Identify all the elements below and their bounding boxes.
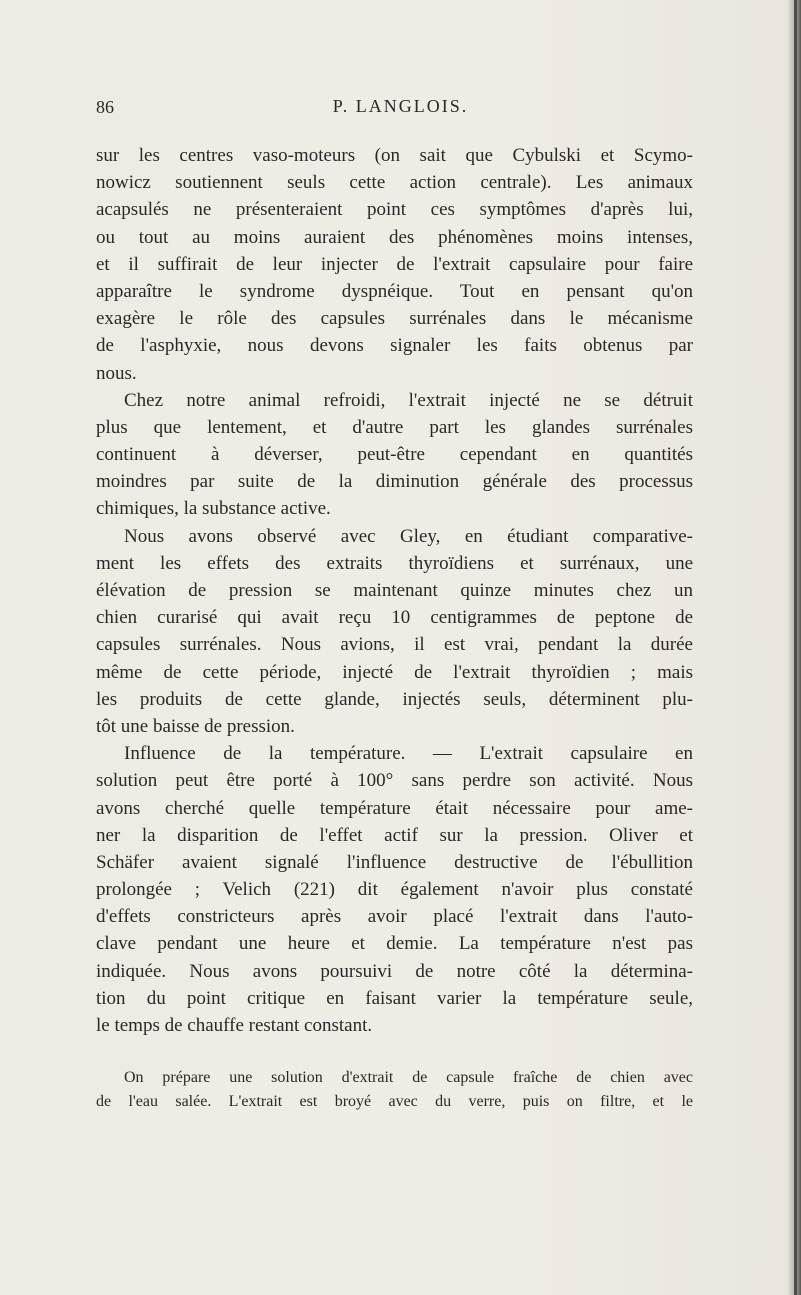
page-number: 86 bbox=[96, 97, 114, 117]
text-line: de l'asphyxie, nous devons signaler les faits obtenus par bbox=[96, 335, 693, 357]
text-line: solution peut être porté à 100° sans perdre son activité. Nous bbox=[96, 770, 693, 792]
text-line: les produits de cette glande, injectés seuls, déterminent plu- bbox=[96, 688, 693, 710]
text-line: chimiques, la substance active. bbox=[96, 498, 331, 520]
running-head: P. LANGLOIS. bbox=[332, 96, 469, 116]
text-line: plus que lentement, et d'autre part les glandes surrénales bbox=[96, 416, 693, 438]
note-line: On prépare une solution d'extrait de capsule fraîche de chien avec bbox=[124, 1069, 693, 1086]
text-line: d'effets constricteurs après avoir placé l'extrait dans l'auto- bbox=[96, 906, 693, 928]
note-line: de l'eau salée. L'extrait est broyé avec du verre, puis on filtre, et le bbox=[96, 1093, 693, 1110]
text-line: élévation de pression se maintenant quinze minutes chez un bbox=[96, 580, 693, 601]
text-line: indiquée. Nous avons poursuivi de notre côté la détermina- bbox=[96, 960, 693, 982]
text-line: tion du point critique en faisant varier la température seule, bbox=[96, 987, 693, 1009]
text-line: Chez notre animal refroidi, l'extrait injecté ne se détruit bbox=[124, 389, 693, 411]
text-line: sur les centres vaso-moteurs (on sait que Cybulski et Scymo- bbox=[96, 145, 693, 166]
text-line: continuent à déverser, peut-être cependant en quantités bbox=[96, 444, 693, 466]
text-line: ner la disparition de l'effet actif sur la pression. Oliver et bbox=[96, 824, 693, 846]
text-line: tôt une baisse de pression. bbox=[96, 715, 295, 737]
text-line: avons cherché quelle température était nécessaire pour ame- bbox=[96, 797, 693, 819]
text-line: et il suffirait de leur injecter de l'extrait capsulaire pour faire bbox=[96, 253, 693, 275]
text-line: Schäfer avaient signalé l'influence destructive de l'ébullition bbox=[96, 851, 693, 873]
text-line: nowicz soutiennent seuls cette action centrale). Les animaux bbox=[96, 172, 693, 194]
text-line: capsules surrénales. Nous avions, il est vrai, pendant la durée bbox=[96, 634, 693, 656]
text-line: nous. bbox=[96, 362, 137, 384]
page-edge-line bbox=[794, 0, 797, 1295]
text-line: acapsulés ne présenteraient point ces symptômes d'après lui, bbox=[96, 199, 693, 221]
text-line: le temps de chauffe restant constant. bbox=[96, 1015, 373, 1036]
text-line: exagère le rôle des capsules surrénales dans le mécanisme bbox=[96, 308, 693, 330]
text-line: clave pendant une heure et demie. La température n'est pas bbox=[96, 933, 693, 955]
text-line: ou tout au moins auraient des phénomènes moins intenses, bbox=[96, 226, 693, 248]
text-line: prolongée ; Velich (221) dit également n'avoir plus constaté bbox=[96, 879, 693, 901]
text-line: Influence de la température. — L'extrait capsulaire en bbox=[124, 743, 693, 765]
body-text bbox=[96, 142, 693, 1039]
footnote-text bbox=[96, 1066, 693, 1114]
text-line: même de cette période, injecté de l'extrait thyroïdien ; mais bbox=[96, 661, 693, 683]
text-line: apparaître le syndrome dyspnéique. Tout en pensant qu'on bbox=[96, 280, 693, 302]
text-line: moindres par suite de la diminution générale des processus bbox=[96, 471, 693, 493]
text-line: chien curarisé qui avait reçu 10 centigrammes de peptone de bbox=[96, 607, 693, 629]
text-line: ment les effets des extraits thyroïdiens et surrénaux, une bbox=[96, 552, 693, 574]
text-line: Nous avons observé avec Gley, en étudiant comparative- bbox=[124, 525, 693, 547]
